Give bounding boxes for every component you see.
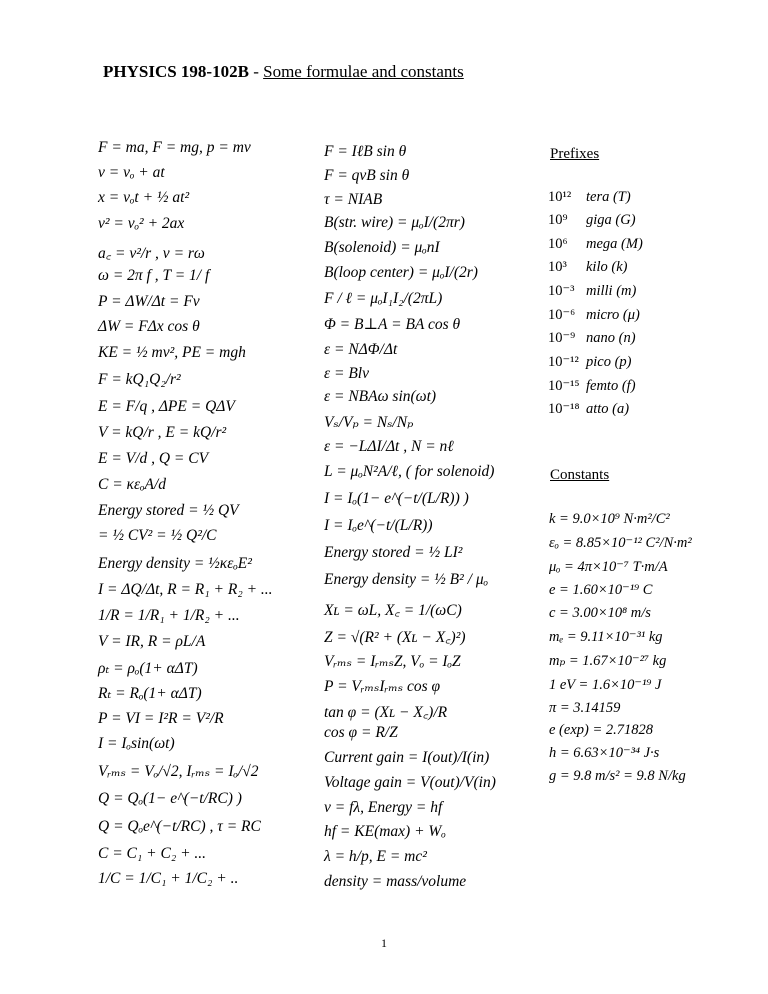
formula-line: V = kQ/r , E = kQ/r² xyxy=(98,424,227,441)
prefix-power: 10¹² xyxy=(548,189,572,205)
formula-line: Current gain = I(out)/I(in) xyxy=(324,749,490,766)
formula-line: I = ΔQ/Δt, R = R₁ + R₂ + ... xyxy=(98,581,273,598)
formula-line: Q = Qₒe^(−t/RC) , τ = RC xyxy=(98,818,261,835)
prefix-row xyxy=(548,212,748,229)
formula-line: V = IR, R = ρL/A xyxy=(98,633,206,650)
formula-line: ε = −LΔI/Δt , N = nℓ xyxy=(324,438,454,455)
formula-line: E = V/d , Q = CV xyxy=(98,450,209,467)
formula-line: Vᵣₘₛ = Vₒ/√2, Iᵣₘₛ = Iₒ/√2 xyxy=(98,763,259,780)
formula-line: ω = 2π f , T = 1/ f xyxy=(98,267,210,284)
prefix-name: milli (m) xyxy=(586,283,637,299)
formula-line: 1/R = 1/R₁ + 1/R₂ + ... xyxy=(98,607,240,624)
formula-line: I = Iₒ(1− e^(−t/(L/R)) ) xyxy=(324,490,469,507)
formula-line: B(solenoid) = μₒnI xyxy=(324,239,440,256)
constant-line: π = 3.14159 xyxy=(549,700,621,716)
prefix-row xyxy=(548,401,748,418)
formula-line: C = C₁ + C₂ + ... xyxy=(98,845,207,862)
constant-line: e (exp) = 2.71828 xyxy=(549,722,653,738)
title-separator: - xyxy=(253,62,259,81)
prefix-name: kilo (k) xyxy=(586,259,628,275)
prefix-power: 10⁻³ xyxy=(548,283,575,299)
prefix-name: nano (n) xyxy=(586,330,636,346)
formula-line: I = Iₒe^(−t/(L/R)) xyxy=(324,517,433,534)
formula-line: τ = NIAB xyxy=(324,191,383,208)
prefix-name: mega (M) xyxy=(586,236,643,252)
formula-line: ρₜ = ρₒ(1+ αΔT) xyxy=(98,660,198,677)
constant-line: εₒ = 8.85×10⁻¹² C²/N·m² xyxy=(549,535,692,551)
formula-line: Φ = B⊥A = BA cos θ xyxy=(324,316,461,333)
prefix-row xyxy=(548,354,748,371)
constant-line: g = 9.8 m/s² = 9.8 N/kg xyxy=(549,768,686,784)
course-code: PHYSICS 198-102B xyxy=(103,62,249,81)
page-title xyxy=(103,62,464,82)
formula-line: Rₜ = Rₒ(1+ αΔT) xyxy=(98,685,202,702)
constant-line: mₑ = 9.11×10⁻³¹ kg xyxy=(549,629,663,645)
constants-heading: Constants xyxy=(550,467,610,483)
formula-line: density = mass/volume xyxy=(324,873,467,890)
formula-line: B(str. wire) = μₒI/(2πr) xyxy=(324,214,465,231)
constant-line: c = 3.00×10⁸ m/s xyxy=(549,605,651,621)
prefix-power: 10⁻¹⁸ xyxy=(548,401,580,417)
formula-line: Vᵣₘₛ = IᵣₘₛZ, Vₒ = IₒZ xyxy=(324,653,461,670)
constant-line: h = 6.63×10⁻³⁴ J·s xyxy=(549,745,660,761)
formula-line: F = kQ₁Q₂/r² xyxy=(98,371,181,388)
constant-line: mₚ = 1.67×10⁻²⁷ kg xyxy=(549,653,667,669)
prefix-power: 10⁻⁹ xyxy=(548,330,576,346)
formula-line: λ = h/p, E = mc² xyxy=(324,848,427,865)
formula-line: C = κεₒA/d xyxy=(98,476,167,493)
prefix-power: 10⁹ xyxy=(548,212,568,228)
formula-line: ΔW = FΔx cos θ xyxy=(98,318,200,335)
prefix-row xyxy=(548,259,748,276)
prefix-power: 10³ xyxy=(548,259,567,275)
prefix-power: 10⁶ xyxy=(548,236,568,252)
formula-line: ε = NΔΦ/Δt xyxy=(324,341,398,358)
prefix-row xyxy=(548,283,748,300)
formula-line: P = VI = I²R = V²/R xyxy=(98,710,224,727)
prefix-name: atto (a) xyxy=(586,401,630,417)
formula-line: F = IℓB sin θ xyxy=(324,143,407,160)
formula-line: Vₛ/Vₚ = Nₛ/Nₚ xyxy=(324,414,414,431)
page-number: 1 xyxy=(381,936,387,950)
formula-line: P = VᵣₘₛIᵣₘₛ cos φ xyxy=(324,678,441,695)
constant-line: μₒ = 4π×10⁻⁷ T·m/A xyxy=(549,559,668,575)
formula-line: ε = Blv xyxy=(324,365,369,382)
prefix-row xyxy=(548,189,748,206)
formula-line: F = qvB sin θ xyxy=(324,167,410,184)
formula-line: B(loop center) = μₒI/(2r) xyxy=(324,264,478,281)
formula-line: Xʟ = ωL, X꜀ = 1/(ωC) xyxy=(324,602,462,619)
formula-line: Energy density = ½ B² / μₒ xyxy=(324,571,489,588)
prefix-row xyxy=(548,330,748,347)
formula-line: cos φ = R/Z xyxy=(324,724,398,741)
prefixes-heading: Prefixes xyxy=(550,146,600,162)
formula-line: hf = KE(max) + Wₒ xyxy=(324,823,446,840)
prefix-power: 10⁻⁶ xyxy=(548,307,576,323)
constant-line: k = 9.0×10⁹ N·m²/C² xyxy=(549,511,670,527)
formula-line: Z = √(R² + (Xʟ − X꜀)²) xyxy=(324,629,466,646)
formula-line: ε = NBAω sin(ωt) xyxy=(324,388,437,405)
prefix-row xyxy=(548,307,748,324)
formula-line: tan φ = (Xʟ − X꜀)/R xyxy=(324,704,448,721)
constant-line: 1 eV = 1.6×10⁻¹⁹ J xyxy=(549,677,662,693)
prefix-name: tera (T) xyxy=(586,189,631,205)
formula-line: v² = vₒ² + 2ax xyxy=(98,215,185,232)
formula-line: a꜀ = v²/r , v = rω xyxy=(98,245,205,262)
formula-line: Energy stored = ½ LI² xyxy=(324,544,463,561)
formula-line: KE = ½ mv², PE = mgh xyxy=(98,344,246,361)
formula-line: F = ma, F = mg, p = mv xyxy=(98,139,251,156)
formula-line: Energy density = ½κεₒE² xyxy=(98,555,252,572)
prefix-name: giga (G) xyxy=(586,212,636,228)
formula-line: Energy stored = ½ QV xyxy=(98,502,239,519)
prefix-row xyxy=(548,236,748,253)
formula-line: x = vₒt + ½ at² xyxy=(98,189,190,206)
formula-line: Q = Qₒ(1− e^(−t/RC) ) xyxy=(98,790,242,807)
title-subtitle: Some formulae and constants xyxy=(263,62,464,81)
formula-line: Voltage gain = V(out)/V(in) xyxy=(324,774,496,791)
formula-line: v = fλ, Energy = hf xyxy=(324,799,443,816)
formula-line: L = μₒN²A/ℓ, ( for solenoid) xyxy=(324,463,495,480)
prefix-name: micro (μ) xyxy=(586,307,640,323)
formula-line: E = F/q , ΔPE = QΔV xyxy=(98,398,235,415)
formula-line: P = ΔW/Δt = Fv xyxy=(98,293,200,310)
formula-line: v = vₒ + at xyxy=(98,164,165,181)
constant-line: e = 1.60×10⁻¹⁹ C xyxy=(549,582,653,598)
prefix-power: 10⁻¹² xyxy=(548,354,579,370)
formula-line: 1/C = 1/C₁ + 1/C₂ + .. xyxy=(98,870,239,887)
prefix-row xyxy=(548,378,748,395)
prefix-name: femto (f) xyxy=(586,378,636,394)
formula-line: F / ℓ = μₒI₁I₂/(2πL) xyxy=(324,290,443,307)
prefix-power: 10⁻¹⁵ xyxy=(548,378,580,394)
prefix-name: pico (p) xyxy=(586,354,632,370)
formula-line: = ½ CV² = ½ Q²/C xyxy=(98,527,217,544)
formula-line: I = Iₒsin(ωt) xyxy=(98,735,175,752)
